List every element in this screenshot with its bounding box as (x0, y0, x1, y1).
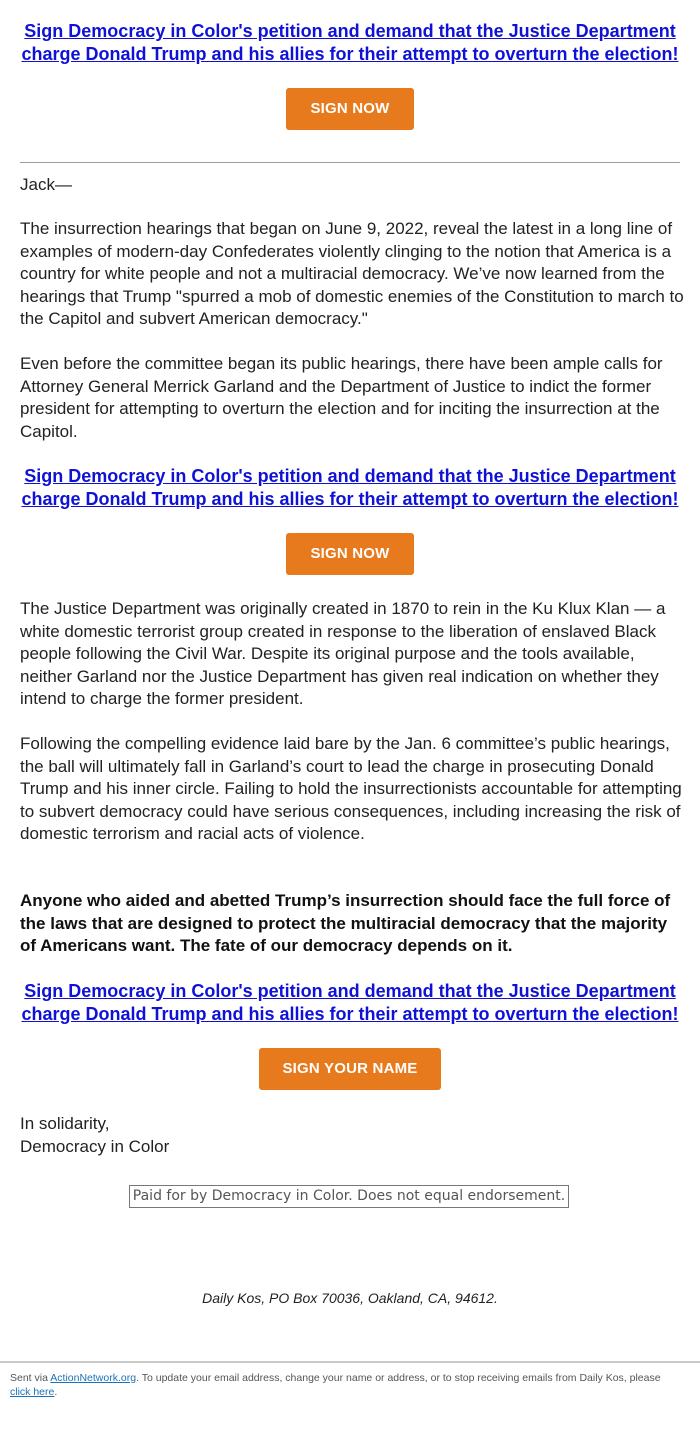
mailing-address: Daily Kos, PO Box 70036, Oakland, CA, 94612. (202, 1290, 498, 1306)
petition-link-middle[interactable] (0, 465, 700, 511)
petition-link-top[interactable] (0, 20, 700, 66)
signoff-organization: Democracy in Color (20, 1136, 170, 1156)
petition-link-line2[interactable]: charge Donald Trump and his allies for their attempt to overturn the election! (21, 489, 679, 509)
petition-link-line1[interactable]: Sign Democracy in Color's petition and demand that the Justice Department (24, 21, 676, 41)
petition-link-line2[interactable]: charge Donald Trump and his allies for their attempt to overturn the election! (21, 44, 679, 64)
actionnetwork-link[interactable]: ActionNetwork.org (50, 1372, 137, 1384)
petition-link-line2[interactable]: charge Donald Trump and his allies for their attempt to overturn the election! (21, 1004, 679, 1024)
paragraph-justice-department-history: The Justice Department was originally created in 1870 to rein in the Ku Klux Klan — a white domestic terrorist group created in response to the liberation of enslaved Black people following the Civil War. Despite its original purpose and the tools available, neither Garland nor the Justice Department has given real indication on whether they intend to charge the former president. (20, 599, 666, 708)
petition-link-bottom[interactable] (0, 980, 700, 1026)
signoff (20, 1113, 685, 1158)
greeting: Jack— (20, 175, 72, 194)
paragraph-hearings: The insurrection hearings that began on June 9, 2022, reveal the latest in a long line of examples of modern-day Confederates violently clinging to the notion that America is a country for white people and not a multiracial democracy. We’ve now learned from the hearings that Trump "spurred a mob of domestic enemies of the Constitution to march to the Capitol and subvert American democracy." (20, 219, 684, 328)
petition-link-line1[interactable]: Sign Democracy in Color's petition and demand that the Justice Department (24, 981, 676, 1001)
paragraph-calls-to-indict: Even before the committee began its public hearings, there have been ample calls for Attorney General Merrick Garland and the Department of Justice to indict the former president for attempting to overturn the election and for inciting the insurrection at the Capitol. (20, 354, 663, 441)
divider (20, 162, 680, 163)
paid-for-disclaimer: Paid for by Democracy in Color. Does not equal endorsement. (129, 1185, 569, 1208)
sign-your-name-button[interactable]: SIGN YOUR NAME (259, 1048, 441, 1090)
signoff-salutation: In solidarity, (20, 1114, 110, 1133)
footer-unsubscribe-text: . To update your email address, change your name or address, or to stop receiving emails from Daily Kos, please (136, 1372, 661, 1384)
footer-end: . (54, 1385, 58, 1398)
click-here-link[interactable]: click here (10, 1385, 55, 1398)
footer-divider (0, 1361, 700, 1363)
paragraph-call-to-action: Anyone who aided and abetted Trump’s insurrection should face the full force of the laws that are designed to protect the multiracial democracy that the majority of Americans want. The fate of our democracy depends on it. (20, 891, 671, 955)
petition-link-line1[interactable]: Sign Democracy in Color's petition and demand that the Justice Department (24, 466, 676, 486)
sign-now-button-middle[interactable]: SIGN NOW (286, 533, 414, 575)
paragraph-compelling-evidence: Following the compelling evidence laid bare by the Jan. 6 committee’s public hearings, the ball will ultimately fall in Garland’s court to lead the charge in prosecuting Donald Trump and his inner circle. Failing to hold the insurrectionists accountable for attempting to subvert democracy could have serious consequences, including increasing the risk of domestic terrorism and racial acts of violence. (20, 734, 682, 843)
footer-sent-via: Sent via (10, 1372, 51, 1384)
footer-notice (10, 1372, 670, 1399)
sign-now-button-top[interactable]: SIGN NOW (286, 88, 414, 130)
